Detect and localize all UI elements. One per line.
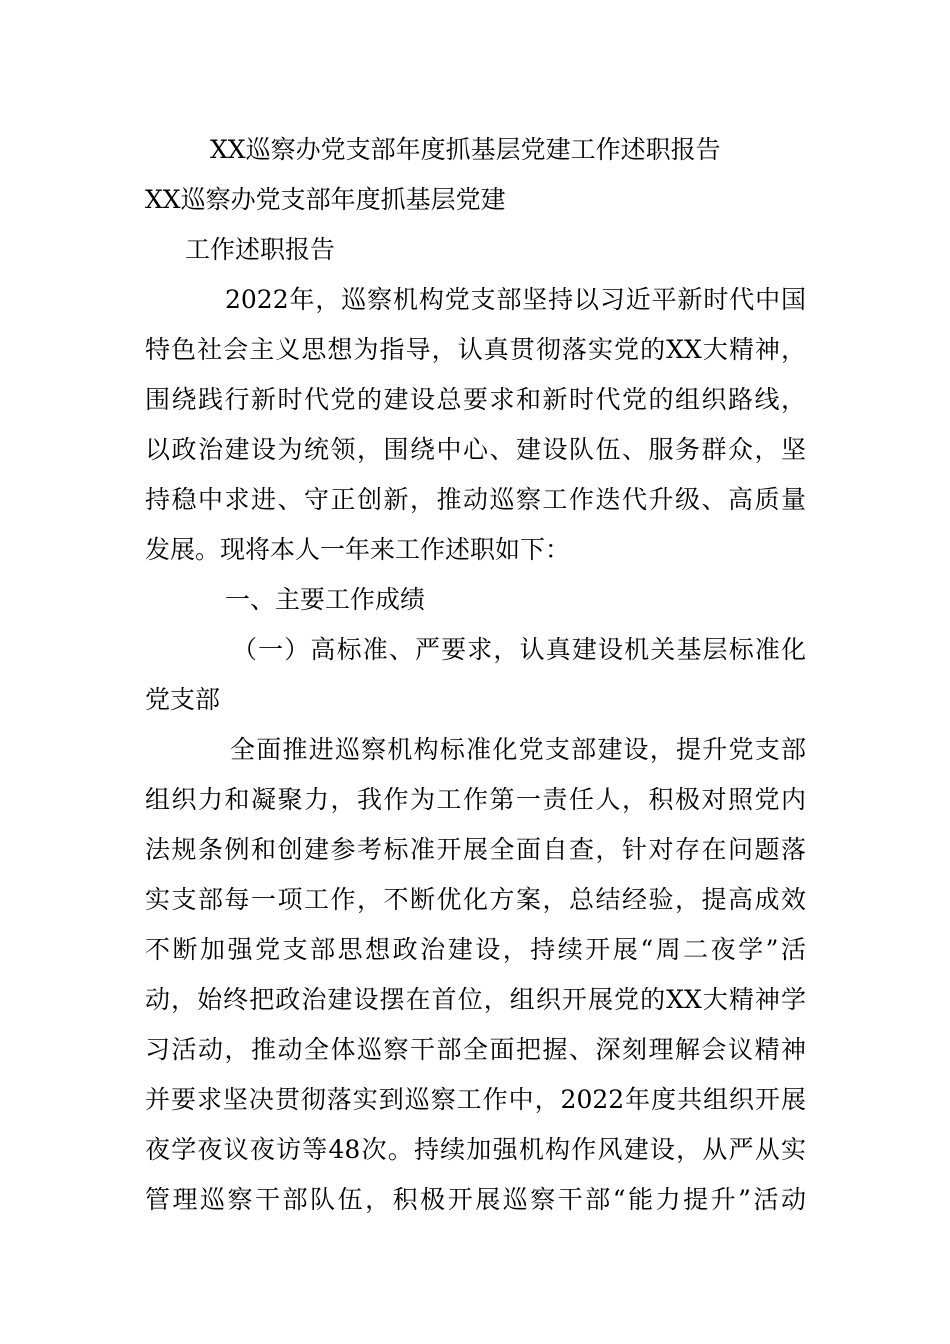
document-title: XX巡察办党支部年度抓基层党建工作述职报告 (210, 135, 721, 164)
body-line-8: 并要求坚决贯彻落实到巡察工作中，2022年度共组织开展 (145, 1085, 806, 1114)
section-heading: 一、主要工作成绩 (225, 585, 426, 614)
document-subtitle-line2: 工作述职报告 (185, 235, 336, 264)
body-line-10: 管理巡察干部队伍，积极开展巡察干部“能力提升”活动 (145, 1185, 806, 1214)
body-line-5: 不断加强党支部思想政治建设，持续开展“周二夜学”活 (145, 935, 806, 964)
document-subtitle-line1: XX巡察办党支部年度抓基层党建 (145, 185, 506, 214)
body-line-3: 法规条例和创建参考标准开展全面自查，针对存在问题落 (145, 835, 806, 864)
body-line-6: 动，始终把政治建设摆在首位，组织开展党的XX大精神学 (145, 985, 806, 1014)
subsection-heading-line-2: 党支部 (145, 685, 221, 714)
body-line-9: 夜学夜议夜访等48次。持续加强机构作风建设，从严从实 (145, 1135, 806, 1164)
intro-line-3: 围绕践行新时代党的建设总要求和新时代党的组织路线， (145, 385, 806, 414)
intro-line-4: 以政治建设为统领，围绕中心、建设队伍、服务群众，坚 (145, 435, 806, 464)
body-line-7: 习活动，推动全体巡察干部全面把握、深刻理解会议精神 (145, 1035, 806, 1064)
body-line-1: 全面推进巡察机构标准化党支部建设，提升党支部 (230, 735, 806, 764)
body-line-2: 组织力和凝聚力，我作为工作第一责任人，积极对照党内 (145, 785, 806, 814)
subsection-heading-line-1: （一）高标准、严要求，认真建设机关基层标准化 (232, 635, 806, 664)
body-line-4: 实支部每一项工作，不断优化方案，总结经验，提高成效 (145, 885, 806, 914)
intro-line-6: 发展。现将本人一年来工作述职如下： (145, 535, 571, 564)
intro-line-5: 持稳中求进、守正创新，推动巡察工作迭代升级、高质量 (145, 485, 806, 514)
intro-line-1: 2022年，巡察机构党支部坚持以习近平新时代中国 (225, 285, 806, 314)
intro-line-2: 特色社会主义思想为指导，认真贯彻落实党的XX大精神， (145, 335, 806, 364)
